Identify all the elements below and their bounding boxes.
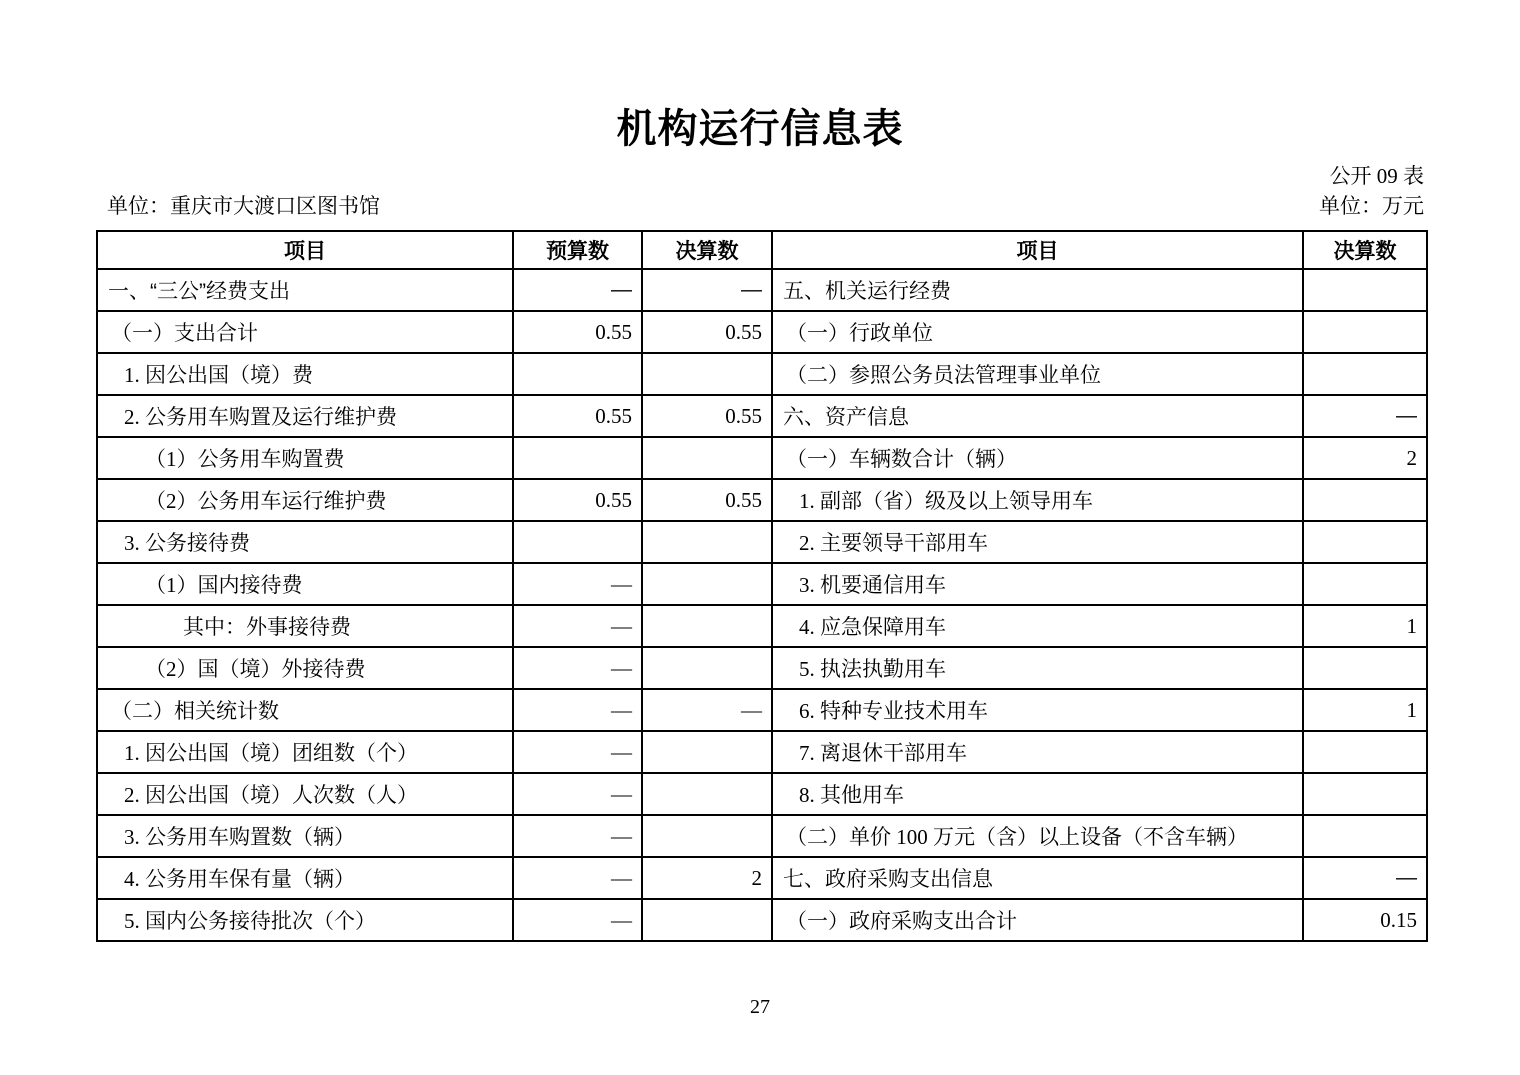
final-value-cell-right [1303, 521, 1427, 563]
budget-value-cell: — [513, 899, 642, 941]
final-value-cell-right [1303, 353, 1427, 395]
final-value-cell-left: 0.55 [642, 479, 772, 521]
final-value-cell-left: 0.55 [642, 311, 772, 353]
item-cell-right: （一）车辆数合计（辆） [772, 437, 1303, 479]
table-row [97, 605, 1427, 647]
item-cell-right: 2. 主要领导干部用车 [772, 521, 1303, 563]
item-cell-right: 5. 执法执勤用车 [772, 647, 1303, 689]
organization-label: 单位：重庆市大渡口区图书馆 [107, 194, 380, 218]
item-cell-left: （1）公务用车购置费 [97, 437, 513, 479]
item-cell-right: 五、机关运行经费 [772, 269, 1303, 311]
table-row [97, 899, 1427, 941]
final-value-cell-right [1303, 773, 1427, 815]
item-cell-left: 一、“三公”经费支出 [97, 269, 513, 311]
currency-unit-label: 单位：万元 [1319, 194, 1424, 218]
budget-value-cell: 0.55 [513, 311, 642, 353]
budget-value-cell: — [513, 815, 642, 857]
final-value-cell-left [642, 899, 772, 941]
header-row [97, 231, 1427, 269]
budget-value-cell: — [513, 773, 642, 815]
item-cell-left: （二）相关统计数 [97, 689, 513, 731]
final-value-cell-right: 0.15 [1303, 899, 1427, 941]
final-value-cell-right [1303, 731, 1427, 773]
item-cell-right: （一）行政单位 [772, 311, 1303, 353]
table-row [97, 731, 1427, 773]
table-row [97, 521, 1427, 563]
table-row [97, 563, 1427, 605]
final-value-cell-left: 0.55 [642, 395, 772, 437]
item-cell-right: 六、资产信息 [772, 395, 1303, 437]
budget-value-cell: 0.55 [513, 395, 642, 437]
item-cell-right: 8. 其他用车 [772, 773, 1303, 815]
item-cell-right: （一）政府采购支出合计 [772, 899, 1303, 941]
table-body [97, 269, 1427, 941]
page-title: 机构运行信息表 [616, 107, 904, 151]
final-value-cell-left [642, 521, 772, 563]
table-row [97, 815, 1427, 857]
final-value-cell-left [642, 815, 772, 857]
item-cell-left: 2. 公务用车购置及运行维护费 [97, 395, 513, 437]
final-value-cell-left [642, 647, 772, 689]
final-value-cell-left [642, 605, 772, 647]
table-row [97, 479, 1427, 521]
budget-value-cell: — [513, 689, 642, 731]
header-budget: 预算数 [513, 231, 642, 269]
item-cell-right: 7. 离退休干部用车 [772, 731, 1303, 773]
final-value-cell-left [642, 437, 772, 479]
table-row [97, 353, 1427, 395]
final-value-cell-left: — [642, 689, 772, 731]
budget-value-cell [513, 521, 642, 563]
item-cell-right: 4. 应急保障用车 [772, 605, 1303, 647]
table-row [97, 269, 1427, 311]
item-cell-left: （1）国内接待费 [97, 563, 513, 605]
final-value-cell-right [1303, 647, 1427, 689]
item-cell-right: （二）参照公务员法管理事业单位 [772, 353, 1303, 395]
table-row [97, 773, 1427, 815]
table-row [97, 395, 1427, 437]
final-value-cell-right: — [1303, 857, 1427, 899]
budget-value-cell: — [513, 647, 642, 689]
header-item-right: 项目 [772, 231, 1303, 269]
budget-value-cell: 0.55 [513, 479, 642, 521]
final-value-cell-right [1303, 479, 1427, 521]
item-cell-left: 2. 因公出国（境）人次数（人） [97, 773, 513, 815]
final-value-cell-left: 2 [642, 857, 772, 899]
item-cell-right: （二）单价 100 万元（含）以上设备（不含车辆） [772, 815, 1303, 857]
table-row [97, 311, 1427, 353]
table-row [97, 857, 1427, 899]
final-value-cell-right [1303, 311, 1427, 353]
table-row [97, 437, 1427, 479]
final-value-cell-right [1303, 563, 1427, 605]
final-value-cell-right: 2 [1303, 437, 1427, 479]
header-final-right: 决算数 [1303, 231, 1427, 269]
final-value-cell-left [642, 353, 772, 395]
table-header [97, 231, 1427, 269]
final-value-cell-right: 1 [1303, 605, 1427, 647]
item-cell-left: （一）支出合计 [97, 311, 513, 353]
header-item-left: 项目 [97, 231, 513, 269]
item-cell-left: 1. 因公出国（境）费 [97, 353, 513, 395]
final-value-cell-left [642, 731, 772, 773]
header-final-left: 决算数 [642, 231, 772, 269]
operation-info-table [96, 230, 1428, 942]
budget-value-cell: — [513, 857, 642, 899]
budget-value-cell: — [513, 731, 642, 773]
form-code-label: 公开 09 表 [1329, 164, 1424, 188]
item-cell-left: （2）国（境）外接待费 [97, 647, 513, 689]
final-value-cell-right [1303, 269, 1427, 311]
final-value-cell-left [642, 563, 772, 605]
final-value-cell-left [642, 773, 772, 815]
item-cell-right: 1. 副部（省）级及以上领导用车 [772, 479, 1303, 521]
item-cell-right: 6. 特种专业技术用车 [772, 689, 1303, 731]
final-value-cell-right: 1 [1303, 689, 1427, 731]
table-row [97, 647, 1427, 689]
item-cell-right: 3. 机要通信用车 [772, 563, 1303, 605]
budget-value-cell: — [513, 269, 642, 311]
final-value-cell-right [1303, 815, 1427, 857]
budget-value-cell: — [513, 563, 642, 605]
final-value-cell-right: — [1303, 395, 1427, 437]
budget-value-cell: — [513, 605, 642, 647]
budget-value-cell [513, 437, 642, 479]
item-cell-right: 七、政府采购支出信息 [772, 857, 1303, 899]
item-cell-left: 1. 因公出国（境）团组数（个） [97, 731, 513, 773]
item-cell-left: 其中：外事接待费 [97, 605, 513, 647]
item-cell-left: （2）公务用车运行维护费 [97, 479, 513, 521]
budget-value-cell [513, 353, 642, 395]
item-cell-left: 3. 公务接待费 [97, 521, 513, 563]
page-number: 27 [750, 996, 770, 1018]
table-row [97, 689, 1427, 731]
item-cell-left: 3. 公务用车购置数（辆） [97, 815, 513, 857]
item-cell-left: 5. 国内公务接待批次（个） [97, 899, 513, 941]
final-value-cell-left: — [642, 269, 772, 311]
item-cell-left: 4. 公务用车保有量（辆） [97, 857, 513, 899]
